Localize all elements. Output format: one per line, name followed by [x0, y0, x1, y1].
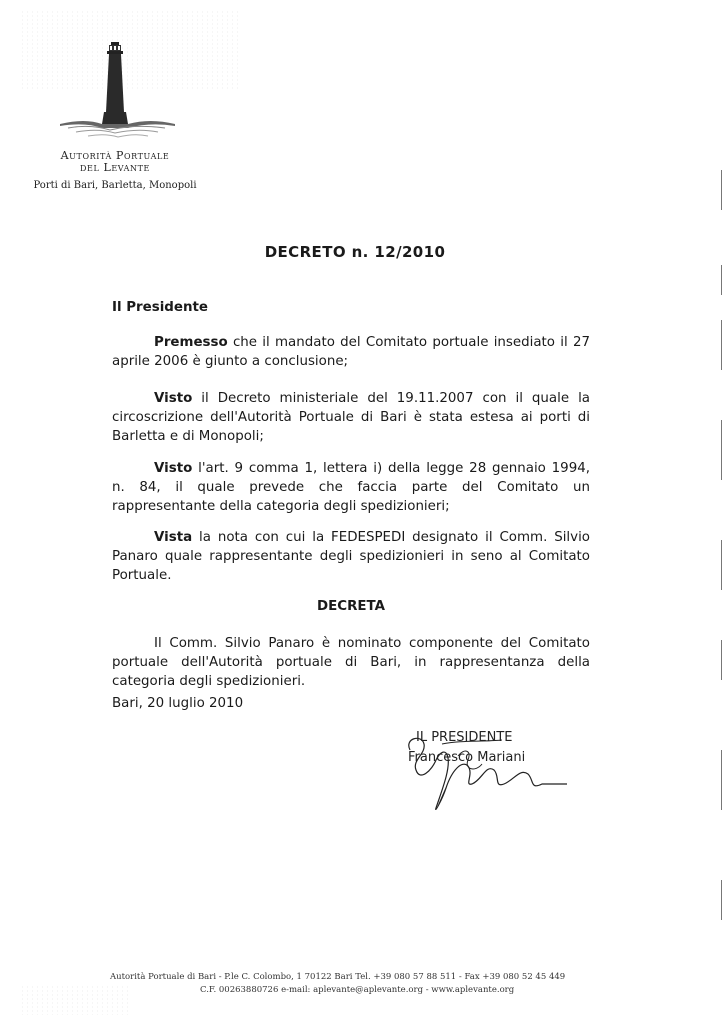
scan-noise: [20, 985, 130, 1015]
paragraph-premesso: [112, 333, 590, 371]
scan-edge-mark: [721, 750, 722, 810]
paragraph-visto-2: [112, 459, 590, 516]
scan-edge-mark: [721, 265, 722, 295]
handwritten-signature-icon: [402, 730, 582, 815]
paragraph-vista: [112, 528, 590, 585]
paragraph-text: che il mandato del Comitato portuale insediato il 27 aprile 2006 è giunto a conclusione;: [112, 335, 590, 369]
lighthouse-logo-icon: [40, 40, 190, 150]
signature-name: Francesco Mariani: [408, 750, 526, 765]
paragraph-text: l'art. 9 comma 1, lettera i) della legge 28 gennaio 1994, n. 84, il quale prevede che faccia parte del Comitato un rappresentante della categoria degli spedizionieri;: [112, 461, 590, 514]
paragraph-keyword: Visto: [154, 461, 193, 476]
org-name: [0, 150, 230, 174]
decree-text: Il Comm. Silvio Panaro è nominato componente del Comitato portuale dell'Autorità portuale di Bari, in rappresentanza della categoria degli spedizionieri.: [112, 636, 590, 689]
signature-block: [402, 730, 582, 815]
scan-edge-mark: [721, 320, 722, 370]
scan-edge-mark: [721, 170, 722, 210]
footer-contacts: C.F. 00263880726 e-mail: aplevante@aplevante.org - www.aplevante.org: [200, 985, 515, 995]
scan-edge-mark: [721, 540, 722, 590]
paragraph-text: la nota con cui la FEDESPEDI designato il Comm. Silvio Panaro quale rappresentante degli spedizionieri in seno al Comitato Portuale.: [112, 530, 590, 583]
org-ports: Porti di Bari, Barletta, Monopoli: [33, 180, 197, 191]
place-date: Bari, 20 luglio 2010: [112, 696, 244, 711]
paragraph-text: il Decreto ministeriale del 19.11.2007 con il quale la circoscrizione dell'Autorità Portuale di Bari è stata estesa ai porti di Barletta e di Monopoli;: [112, 391, 590, 444]
paragraph-keyword: Vista: [154, 530, 193, 545]
president-heading: Il Presidente: [112, 300, 208, 315]
org-name-line1: Autorità Portuale: [60, 149, 170, 162]
signature-title: IL PRESIDENTE: [416, 730, 513, 745]
scan-edge-mark: [721, 880, 722, 920]
org-name-line2: del Levante: [80, 161, 150, 174]
paragraph-keyword: Premesso: [154, 335, 228, 350]
paragraph-keyword: Visto: [154, 391, 193, 406]
decree-paragraph: [112, 634, 590, 691]
decree-title: DECRETO n. 12/2010: [264, 243, 446, 261]
footer-address: Autorità Portuale di Bari - P.le C. Colombo, 1 70122 Bari Tel. +39 080 57 88 511 - Fax +39 080 52 45 449: [110, 972, 566, 982]
paragraph-visto-1: [112, 389, 590, 446]
scan-edge-mark: [721, 420, 722, 480]
scan-edge-mark: [721, 640, 722, 680]
decreta-heading: DECRETA: [316, 599, 385, 614]
